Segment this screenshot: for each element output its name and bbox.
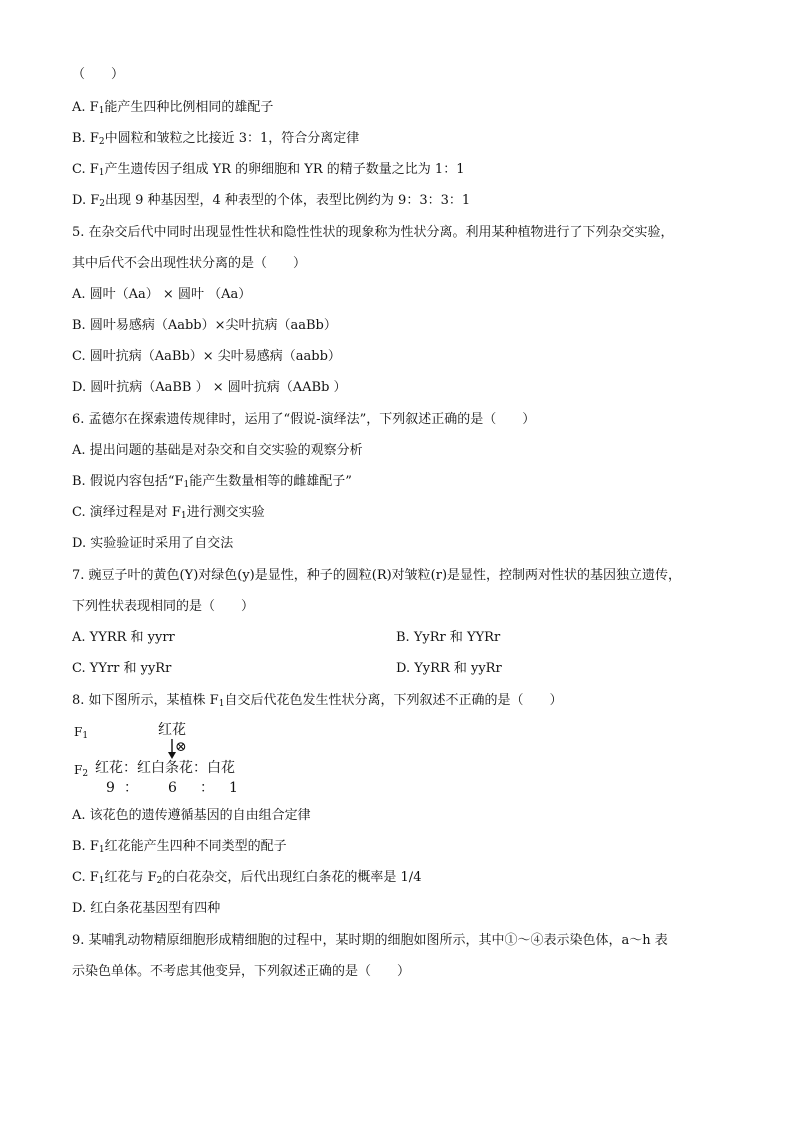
q7-option-c: C. YYrr 和 yyRr bbox=[72, 661, 172, 676]
q6-stem: 6. 孟德尔在探索遗传规律时，运用了“假说-演绎法”，下列叙述正确的是（ ） bbox=[72, 412, 536, 427]
q6-option-b: B. 假说内容包括“$F_1$能产生数量相等的雌雄配子” bbox=[72, 474, 352, 490]
q5-stem-line2: 其中后代不会出现性状分离的是（ ） bbox=[72, 256, 307, 271]
q8-option-c: C. $F_1$红花与 $F_2$的白花杂交，后代出现红白条花的概率是 1/4 bbox=[72, 870, 422, 886]
ratio-separator: ： bbox=[124, 780, 138, 796]
q7-stem-line2: 下列性状表现相同的是（ ） bbox=[72, 599, 255, 614]
offspring-phenotypes: 红花：红白条花：白花 bbox=[95, 760, 235, 776]
q4-option-b: B. $F_2$中圆粒和皱粒之比接近 3：1，符合分离定律 bbox=[72, 131, 360, 147]
q4-option-c: C. $F_1$产生遗传因子组成 YR 的卵细胞和 YR 的精子数量之比为 1：1 bbox=[72, 162, 465, 178]
q8-option-a: A. 该花色的遗传遵循基因的自由组合定律 bbox=[72, 808, 311, 823]
q7-option-b: B. YyRr 和 YYRr bbox=[396, 630, 501, 645]
ratio-striped: 6 bbox=[168, 780, 177, 796]
q9-stem-line1: 9. 某哺乳动物精原细胞形成精细胞的过程中，某时期的细胞如图所示，其中①～④表示染色体，a～h 表 bbox=[72, 933, 668, 948]
parent-phenotype: 红花 bbox=[158, 722, 186, 738]
q9-stem-line2: 示染色单体。不考虑其他变异，下列叙述正确的是（ ） bbox=[72, 964, 411, 979]
q6-option-c: C. 演绎过程是对 $F_1$进行测交实验 bbox=[72, 505, 265, 521]
ratio-white: 1 bbox=[229, 780, 238, 796]
q4-option-d: D. $F_2$出现 9 种基因型，4 种表型的个体，表型比例约为 9：3：3：1 bbox=[72, 193, 471, 209]
selfing-symbol-icon: ⊗ bbox=[175, 739, 187, 755]
q5-option-d: D. 圆叶抗病（AaBB ） × 圆叶抗病（AABb ） bbox=[72, 380, 347, 395]
q4-bracket: （ ） bbox=[72, 67, 125, 82]
q5-option-c: C. 圆叶抗病（AaBb）× 尖叶易感病（aabb） bbox=[72, 349, 341, 364]
q7-option-a: A. YYRR 和 yyrr bbox=[72, 630, 175, 645]
q5-option-b: B. 圆叶易感病（Aabb）×尖叶抗病（aaBb） bbox=[72, 318, 337, 333]
q4-option-a: A. $F_1$能产生四种比例相同的雄配子 bbox=[72, 100, 274, 116]
f1-generation-label: $F_1$ bbox=[74, 725, 89, 741]
q6-option-d: D. 实验验证时采用了自交法 bbox=[72, 536, 234, 551]
f2-generation-label: $F_2$ bbox=[74, 763, 89, 779]
q7-option-d: D. YyRR 和 yyRr bbox=[396, 661, 502, 676]
q8-option-d: D. 红白条花基因型有四种 bbox=[72, 901, 221, 916]
q8-stem: 8. 如下图所示，某植株 $F_1$自交后代花色发生性状分离，下列叙述不正确的是（ ） bbox=[72, 693, 563, 709]
q7-stem-line1: 7. 豌豆子叶的黄色(Y)对绿色(y)是显性，种子的圆粒(R)对皱粒(r)是显性，控制两对性状的基因独立遗传， bbox=[72, 568, 682, 583]
q6-option-a: A. 提出问题的基础是对杂交和自交实验的观察分析 bbox=[72, 443, 363, 458]
ratio-separator: ： bbox=[200, 780, 214, 796]
q5-option-a: A. 圆叶（Aa） × 圆叶 （Aa） bbox=[72, 287, 252, 302]
ratio-red: 9 bbox=[106, 780, 115, 796]
q8-option-b: B. $F_1$红花能产生四种不同类型的配子 bbox=[72, 839, 287, 855]
q5-stem-line1: 5. 在杂交后代中同时出现显性性状和隐性性状的现象称为性状分离。利用某种植物进行了下列杂交实验， bbox=[72, 225, 674, 240]
